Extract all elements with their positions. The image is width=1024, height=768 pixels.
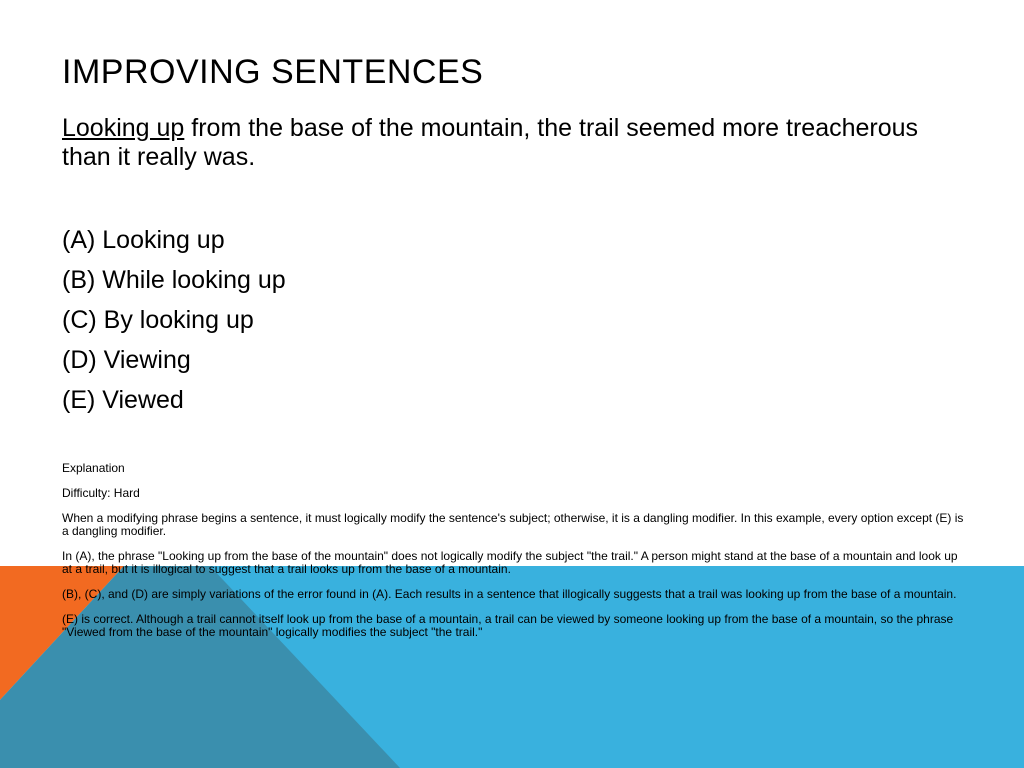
choice-d: (D) Viewing (62, 346, 191, 374)
choice-e: (E) Viewed (62, 386, 184, 414)
explanation-paragraph-1: When a modifying phrase begins a sentence, it must logically modify the sentence's subject; otherwise, it is a dangling modifier. In this example, every option except (E) is a dangling modifier. (62, 511, 964, 538)
question-underlined-phrase: Looking up (62, 114, 185, 142)
choice-c: (C) By looking up (62, 306, 254, 334)
explanation-block (62, 462, 964, 651)
explanation-heading: Explanation (62, 461, 125, 475)
difficulty-label: Difficulty: Hard (62, 486, 140, 500)
choice-b: (B) While looking up (62, 266, 286, 294)
slide-title: IMPROVING SENTENCES (62, 53, 484, 91)
explanation-paragraph-3: (B), (C), and (D) are simply variations of the error found in (A). Each results in a sentence that illogically suggests that a trail was looking up from the base of a mountain. (62, 587, 957, 601)
choice-a: (A) Looking up (62, 226, 225, 254)
answer-choices (62, 220, 286, 420)
explanation-paragraph-4: (E) is correct. Although a trail cannot itself look up from the base of a mountain, a trail can be viewed by someone looking up from the base of a mountain, so the phrase "Viewed from the base of the mountain" logically modifies the subject "the trail." (62, 612, 954, 639)
explanation-paragraph-2: In (A), the phrase "Looking up from the base of the mountain" does not logically modify the subject "the trail." A person might stand at the base of a mountain and look up at a trail, but it is illogical to suggest that a trail looks up from the base of a mountain. (62, 549, 958, 576)
question-sentence (62, 114, 962, 172)
question-rest: from the base of the mountain, the trail seemed more treacherous than it really was. (62, 114, 919, 171)
